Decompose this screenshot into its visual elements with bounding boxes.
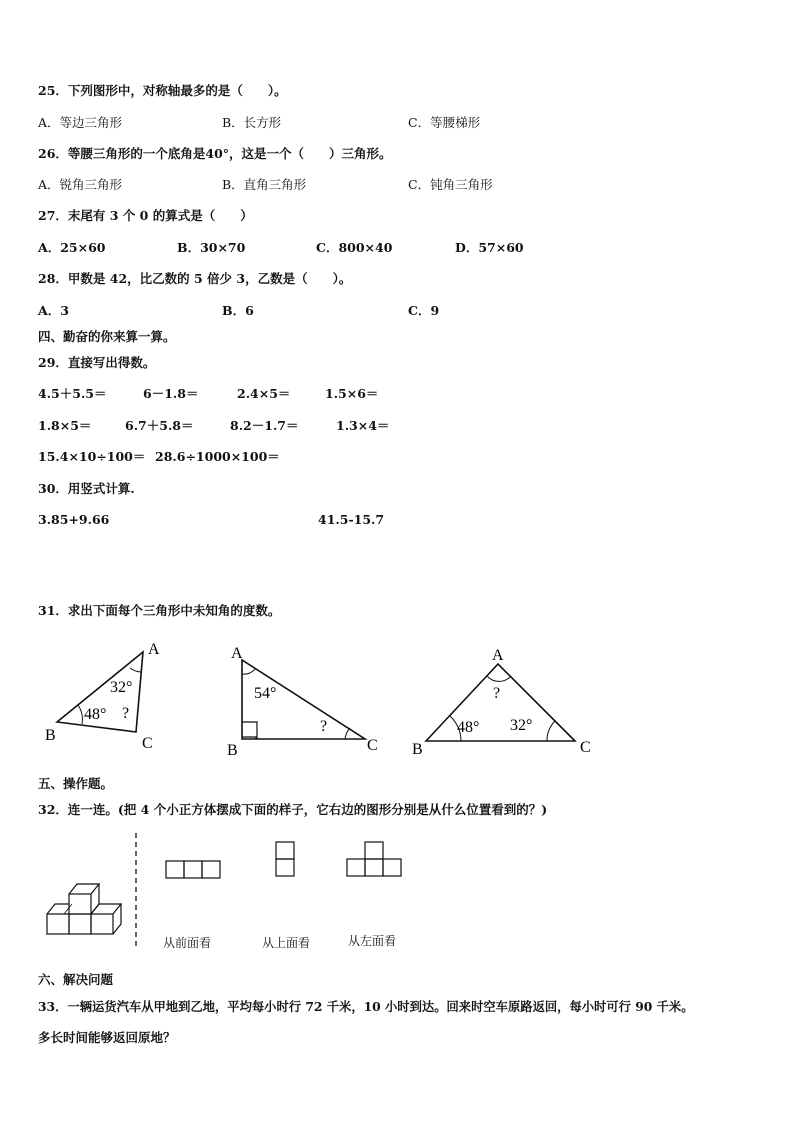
q27-option-b: B．30×70 <box>177 240 246 255</box>
q28-option-c: C．9 <box>408 303 440 318</box>
q27-option-c: C．800×40 <box>316 240 393 255</box>
tri2-vertex-b: B <box>227 742 238 759</box>
view-three-row <box>166 861 220 878</box>
q29-stem: 29．直接写出得数。 <box>38 355 156 370</box>
q29-item: 6.7＋5.8＝ <box>125 418 194 433</box>
tri3-angle-c: 32° <box>510 717 533 734</box>
tri2-vertex-a: A <box>231 645 243 662</box>
q29-item: 1.5×6＝ <box>325 386 379 401</box>
q29-item: 4.5＋5.5＝ <box>38 386 107 401</box>
q25-option-a: A．等边三角形 <box>38 115 123 130</box>
q29-item: 8.2－1.7＝ <box>230 418 299 433</box>
tri3-vertex-b: B <box>412 741 423 758</box>
tri1-unknown: ? <box>122 705 130 722</box>
view-t-shape <box>347 842 401 876</box>
view-two-stacked <box>276 842 294 876</box>
q32-stem: 32．连一连。(把 4 个小正方体摆成下面的样子，它右边的图形分别是从什么位置看到的？) <box>38 802 548 817</box>
tri2-angle-a: 54° <box>254 685 277 702</box>
q33-line-2: 多长时间能够返回原地？ <box>38 1030 176 1045</box>
tri3-vertex-c: C <box>580 739 591 756</box>
q26-option-a: A．锐角三角形 <box>38 177 123 192</box>
q29-item: 1.8×5＝ <box>38 418 92 433</box>
tri3-angle-b: 48° <box>457 719 480 736</box>
section-5-heading: 五、操作题。 <box>38 776 114 791</box>
q29-item: 6－1.8＝ <box>143 386 199 401</box>
q27-option-d: D．57×60 <box>455 240 524 255</box>
q25-option-b: B．长方形 <box>222 115 282 130</box>
q29-item: 28.6÷1000×100＝ <box>155 449 280 464</box>
tri2-unknown: ? <box>320 718 328 735</box>
q26-option-b: B．直角三角形 <box>222 177 307 192</box>
tri2-vertex-c: C <box>367 737 378 754</box>
q30-item-1: 3.85+9.66 <box>38 512 110 527</box>
section-4-heading: 四、勤奋的你来算一算。 <box>38 329 176 344</box>
tri1-angle-a: 32° <box>110 679 133 696</box>
tri1-vertex-c: C <box>142 735 153 752</box>
q26-option-c: C．钝角三角形 <box>408 177 493 192</box>
q33-line-1: 33．一辆运货汽车从甲地到乙地，平均每小时行 72 千米，10 小时到达。回来时空车原路返回，每小时可行 90 千米。 <box>38 999 694 1014</box>
q30-item-2: 41.5-15.7 <box>318 512 385 527</box>
q30-stem: 30．用竖式计算. <box>38 481 135 496</box>
cube-stack <box>47 884 121 934</box>
view-label-front: 从前面看 <box>163 936 212 950</box>
q29-item: 2.4×5＝ <box>237 386 291 401</box>
tri3-vertex-a: A <box>492 647 504 664</box>
tri3-unknown: ? <box>493 685 501 702</box>
q27-option-a: A．25×60 <box>38 240 106 255</box>
q28-stem: 28．甲数是 42，比乙数的 5 倍少 3，乙数是（ ）。 <box>38 271 352 286</box>
tri1-vertex-a: A <box>148 641 160 658</box>
q25-option-c: C．等腰梯形 <box>408 115 481 130</box>
q25-stem: 25．下列图形中，对称轴最多的是（ ）。 <box>38 83 287 98</box>
tri1-vertex-b: B <box>45 727 56 744</box>
section-6-heading: 六、解决问题 <box>38 972 114 987</box>
q31-stem: 31．求出下面每个三角形中未知角的度数。 <box>38 603 281 618</box>
q29-item: 15.4×10÷100＝ <box>38 449 146 464</box>
view-label-left: 从左面看 <box>348 934 397 948</box>
q28-option-a: A．3 <box>38 303 69 318</box>
tri1-angle-b: 48° <box>84 706 107 723</box>
view-label-top: 从上面看 <box>262 936 311 950</box>
q26-stem: 26．等腰三角形的一个底角是40°，这是一个（ ）三角形。 <box>38 146 392 161</box>
q27-stem: 27．末尾有 3 个 0 的算式是（ ） <box>38 208 253 223</box>
q28-option-b: B．6 <box>222 303 254 318</box>
q29-item: 1.3×4＝ <box>336 418 390 433</box>
